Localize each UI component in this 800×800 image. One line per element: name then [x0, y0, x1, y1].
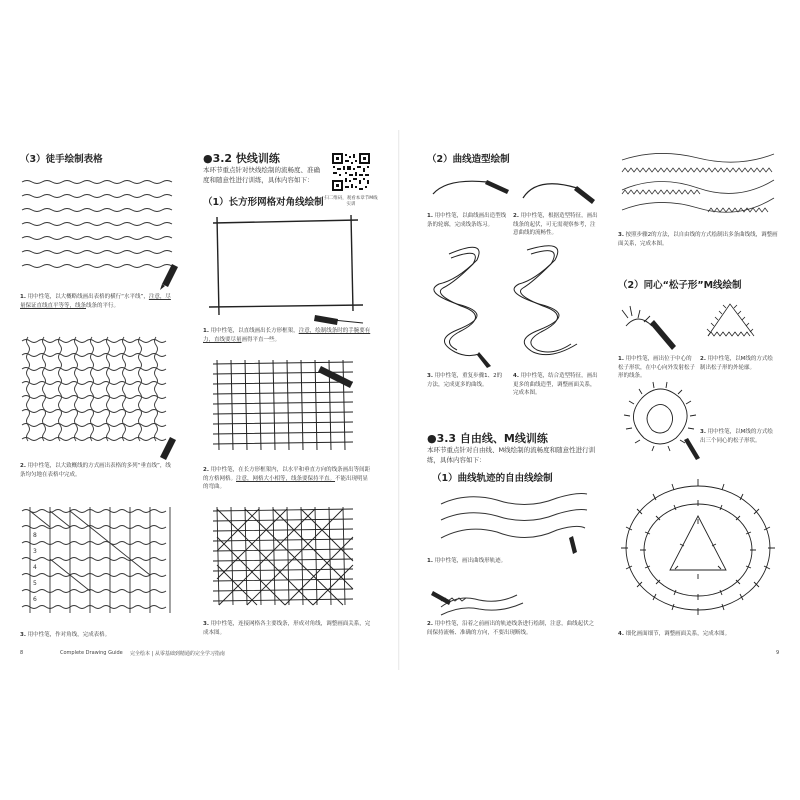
- qr-caption: 扫二维码，观看本章节M线实训: [324, 196, 378, 207]
- caption-pine-3: 3. 用中性笔，以M线的方式绘出三个同心的松子形状。: [700, 429, 773, 444]
- figure-wavy-grid: [20, 335, 180, 460]
- pen-icon: [431, 591, 451, 605]
- svg-text:3: 3: [33, 548, 37, 555]
- caption-curve-3: 3. 用中性笔，重复步骤1、2的方法，完成更多的曲线。: [427, 373, 503, 388]
- caption-rect-3: 3. 用中性笔，连接网格各主要线条，形成对角线，调整画面关系，完成本图。: [203, 621, 371, 636]
- svg-text:5: 5: [33, 580, 37, 587]
- pen-icon: [318, 366, 353, 388]
- figure-rectangle-frame: [203, 215, 378, 325]
- figure-m-line-waves: [618, 150, 778, 225]
- sub-heading-rect-grid: （1）长方形网格对角线绘制: [203, 197, 324, 208]
- section-heading-3-2: ●3.2 快线训练: [203, 152, 280, 165]
- footer-book-subtitle: 完全绘本 | 从零基础到精通的完全学习指南: [130, 651, 225, 657]
- figure-pine-cone-outline: [700, 296, 780, 356]
- pen-icon: [650, 320, 676, 350]
- caption-pine-2: 2. 用中性笔，以M线的方式绘制出松子形的外轮廓。: [700, 356, 773, 371]
- pen-icon: [569, 536, 577, 554]
- figure-pine-cone-concentric: [618, 378, 778, 458]
- pen-icon: [477, 352, 491, 368]
- page-number-left: 8: [20, 650, 24, 656]
- figure-rect-diagonals: [203, 505, 378, 615]
- caption-m-waves: 3. 按照步骤2的方法，以自由线的方式绘制出多条曲线线，调整画面关系，完成本图。: [618, 232, 778, 247]
- sub-heading-free-lines: （1）曲线轨迹的自由线绘制: [432, 473, 553, 484]
- caption-rect-1: 1. 用中性笔，以直线画出长方形框架，注意，绘制线条时的手腕要有力，直线要尽量画得平直一些。: [203, 328, 371, 343]
- svg-text:4: 4: [33, 564, 37, 571]
- figure-rect-grid: [203, 358, 378, 458]
- caption-table-1: 1. 用中性笔，以大概略线画出表格的横行“水平线”，注意，尽量保证直线直平等等，线条线条的平行。: [20, 294, 171, 309]
- figure-wavy-lines: [20, 172, 180, 297]
- caption-free-2: 2. 用中性笔，沿着之前画出的轨迹线条进行绘制，注意，曲线起伏之间保持流畅、准确的方向，不要出现断线。: [427, 621, 595, 636]
- qr-code[interactable]: [331, 152, 371, 192]
- section-heading-3-3: ●3.3 自由线、M线训练: [427, 432, 548, 445]
- section-intro-3-3: 本环节重点针对自由线、M线绘制的流畅度和随意性进行训练，具体内容如下：: [427, 446, 596, 464]
- svg-text:6: 6: [33, 596, 37, 603]
- pen-icon: [485, 180, 595, 204]
- figure-curve-strokes: [427, 172, 597, 212]
- page-number-right: 9: [776, 650, 780, 656]
- heading-freehand-table: （3）徒手绘制表格: [20, 154, 103, 165]
- heading-curve-shapes: （2）曲线造型绘制: [427, 154, 510, 165]
- caption-free-1: 1. 用中性笔，画出曲线形轨迹。: [427, 558, 507, 564]
- caption-curve-4: 4. 用中性笔，结合造型特征，画出更多的曲线造型，调整画面关系，完成本图。: [513, 373, 598, 396]
- figure-table-diagonals: [20, 505, 180, 620]
- section-intro-3-2: 本环节重点针对快线绘制的流畅度、准确度和随意性进行训练，具体内容如下：: [203, 166, 320, 184]
- caption-table-3: 3. 用中性笔，作对角线，完成表格。: [20, 632, 111, 638]
- pen-icon: [684, 438, 700, 460]
- footer-book-title: Complete Drawing Guide: [60, 650, 123, 656]
- sub-heading-pine-cone: （2）同心“松子形”M线绘制: [618, 280, 742, 291]
- figure-pine-cone-final: [618, 470, 778, 620]
- caption-table-2: 2. 用中性笔，以大致概线的方式画出表格的多列“垂直线”，线条均匀地在表格中完成。: [20, 463, 171, 478]
- pen-icon: [314, 315, 338, 325]
- caption-curve-2: 2. 用中性笔，根据造型特征，画出线条的起伏，可无需观察参考，注意曲线的流畅性。: [513, 213, 598, 236]
- caption-rect-2: 2. 用中性笔，在长方形框架内，以水平和垂直方向的线条画出等间距的方格网格。注意，网格大小相等，线条要保持平直。不能出现明显的弯曲。: [203, 467, 371, 490]
- right-page: [400, 0, 800, 800]
- qr-code-icon: [331, 152, 371, 192]
- svg-text:8: 8: [33, 532, 37, 539]
- caption-pine-4: 4. 细化画面细节，调整画面关系，完成本图。: [618, 631, 731, 637]
- figure-spiral-curves: [427, 240, 597, 370]
- figure-free-line-tracks: [427, 488, 597, 558]
- caption-curve-1: 1. 用中性笔，以曲线画出造型线条的轮廓，完成线条练习。: [427, 213, 507, 228]
- figure-pine-cone-start: [618, 296, 698, 356]
- caption-pine-1: 1. 用中性笔，画出位于中心的松子形状，在中心向外发射松子形的线条。: [618, 356, 696, 379]
- pen-icon: [160, 264, 178, 290]
- figure-free-line-strokes: [427, 577, 597, 622]
